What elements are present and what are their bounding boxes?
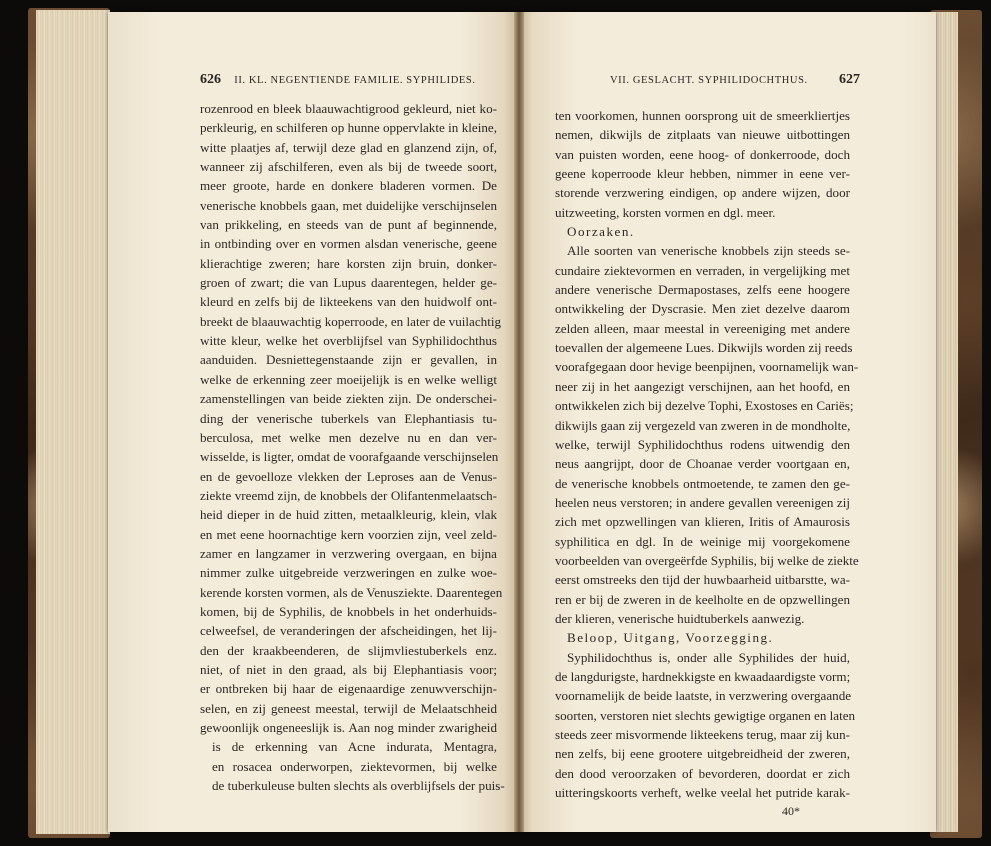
- text-line: nen zelfs, bij eene grootere uitgebreidheid der zweren,: [555, 746, 850, 762]
- text-line: kleurd en zelfs bij de likteekens van den huidwolf ont-: [200, 294, 497, 310]
- text-line: neus aangrijpt, door de Choanae verder voortgaan en,: [555, 456, 850, 472]
- left-body-text: [200, 99, 505, 795]
- text-line: niet, of niet in den graad, als bij Elephantiasis voor;: [200, 661, 497, 677]
- text-line: storende verzwering eindigen, op andere wijzen, door: [555, 185, 850, 201]
- book-gutter: [514, 12, 524, 832]
- text-line: kerende korsten vormen, als de Venusziekte. Daarentegen: [200, 584, 503, 600]
- text-line: soorten, verstoren niet slechts gewigtige organen en laten: [555, 707, 856, 723]
- text-line: ten voorkomen, hunnen oorsprong uit de smeerkliertjes: [555, 108, 850, 123]
- text-line: witte plaatjes af, terwijl deze glad en glanzend zijn, of,: [200, 139, 497, 155]
- text-line: zelden alleen, maar meestal in vereeniging met andere: [555, 320, 850, 336]
- text-line: de venerische knobbels ontmoetende, te zamen den ge-: [555, 475, 850, 491]
- text-line: selen, en zij geneest meestal, terwijl de Melaatschheid: [200, 700, 497, 716]
- page-edges-right: [934, 12, 958, 832]
- text-line: toevallen der algemeene Lues. Dikwijls worden zij reeds: [555, 340, 853, 356]
- text-line: aanduiden. Desniettegenstaande zijn er gevallen, in: [200, 352, 497, 368]
- text-line: en rosacea onderworpen, ziektevormen, bij welke: [212, 758, 497, 774]
- text-line: voorafgegaan door hevige beenpijnen, voornamelijk wan-: [555, 359, 859, 375]
- text-line: den dood veroorzaken of bevorderen, doordat er zich: [555, 765, 850, 781]
- text-line: ziekte vreemd zijn, de knobbels der Olifantenmelaatsch-: [200, 487, 497, 503]
- text-line: eerst omstreeks den tijd der huwbaarheid uitbarstte, wa-: [555, 572, 850, 588]
- text-line: Alle soorten van venerische knobbels zijn steeds se-: [567, 243, 850, 259]
- text-line: van prikkeling, en steeds van de punt af beginnende,: [200, 217, 497, 233]
- printer-signature-mark: 40*: [782, 804, 800, 818]
- text-line: is de erkenning van Acne indurata, Mentagra,: [212, 739, 497, 755]
- text-line: heid dieper in de huid zitten, metaalkleurig, klein, vlak: [200, 507, 497, 523]
- right-page-number: 627: [839, 72, 861, 87]
- section-heading-oorzaken: Oorzaken.: [567, 224, 635, 240]
- text-line: meer groote, harde en donkere bladeren vormen. De: [200, 178, 497, 194]
- text-line: ontwikkelen zich bij dezelve Tophi, Exostoses en Cariës;: [555, 398, 854, 414]
- text-line: den der kraakbeenderen, de slijmvliestuberkels enz.: [200, 642, 497, 658]
- text-line: de tuberkuleuse bulten slechts als overblijfsels der puis-: [212, 778, 505, 794]
- text-line: zamenstellingen van beide ziekten zijn. De onderschei-: [200, 391, 497, 407]
- text-line: andere venerische Dermapostases, zelfs eene hoogere: [555, 282, 850, 298]
- text-line: groen of zwart; die van Lupus daarentegen, helder ge-: [200, 275, 497, 291]
- text-line: berculosa, met welke men dezelve nu en dan ver-: [200, 429, 497, 445]
- text-line: cundaire ziektevormen en verraden, in vergelijking met: [555, 262, 850, 278]
- text-line: en met eene hoornachtige kern voorzien zijn, veel zeld-: [200, 526, 497, 542]
- right-running-title: VII. GESLACHT. SYPHILIDOCHTHUS.: [610, 75, 808, 86]
- text-line: dikwijls gaan zij vergezeld van zweren in de mondholte,: [555, 417, 851, 433]
- text-line: celweefsel, de veranderingen der afscheidingen, het lij-: [200, 623, 497, 639]
- text-line: ren er bij de zweren in de keelholte en de opzwellingen: [555, 591, 850, 607]
- text-line: er ontbreken bij haar de eigenaardige zenuwverschijn-: [200, 681, 497, 697]
- text-line: gewoonlijk ongeneeslijk is. Aan nog minder zwarigheid: [200, 720, 497, 735]
- right-body-text: [555, 106, 859, 802]
- text-line: ding der venerische tuberkels van Elephantiasis tu-: [200, 410, 497, 426]
- text-line: uitzweeting, korsten vormen en dgl. meer.: [555, 204, 776, 220]
- text-line: voornamelijk de beide laatste, in verzwering overgaande: [555, 688, 852, 704]
- section-heading-beloop: Beloop, Uitgang, Voorzegging.: [567, 630, 774, 646]
- left-running-title: II. KL. NEGENTIENDE FAMILIE. SYPHILIDES.: [234, 75, 476, 86]
- text-line: nemen, dikwijls de zitplaats van nieuwe uitbottingen: [555, 127, 850, 143]
- text-line: perkleurig, en schilferen op hunne oppervlakte in kleine,: [200, 120, 497, 136]
- text-line: rozenrood en bleek blaauwachtigrood gekleurd, niet ko-: [200, 101, 497, 116]
- left-running-head: [200, 72, 497, 88]
- text-line: zich met opzwellingen van klieren, Iritis of Amaurosis: [555, 514, 850, 530]
- text-line: ontwikkeling der Dyscrasie. Men ziet dezelve daarom: [555, 301, 850, 317]
- text-line: heelen neus verstoren; in andere gevallen vereenigen zij: [555, 494, 850, 510]
- text-line: venerische knobbels gaan, met duidelijke verschijnselen: [200, 197, 497, 213]
- text-line: syphilitica en dgl. In de weinige mij voorgekomene: [555, 533, 850, 549]
- text-line: welke de erkenning zeer moeijelijk is en welke welligt: [200, 371, 497, 387]
- right-running-head: [610, 72, 861, 88]
- text-line: neer zij in het aangezigt verschijnen, aan het hoofd, en: [555, 378, 850, 394]
- text-line: de langdurigste, hardnekkigste en kwaadaardigste vorm;: [555, 668, 851, 684]
- text-line: uitteringskoorts verheft, welke veelal het putride karak-: [555, 785, 850, 801]
- text-line: witte kleur, welke het overblijfsel van Syphilidochthus: [200, 333, 497, 349]
- page-edges-left: [36, 10, 110, 834]
- text-line: der klieren, venerische huidtuberkels aanwezig.: [555, 610, 805, 626]
- text-line: welke, terwijl Syphilidochthus rodens uitwendig den: [555, 436, 850, 452]
- text-line: voorbeelden van overgeërfde Syphilis, bij welke de ziekte: [555, 552, 859, 568]
- text-line: geene koperroode kleur hebben, nimmer in eene ver-: [555, 166, 850, 182]
- text-line: breekt de blaauwachtig koperroode, en later de vuilachtig: [200, 313, 502, 329]
- left-page-number: 626: [200, 72, 221, 87]
- text-line: steeds zeer misvormende likteekens terug, maar zij kun-: [555, 727, 850, 742]
- text-line: wisselde, is ligter, omdat de voorafgaande verschijnselen: [200, 449, 499, 465]
- text-line: zamer en langzamer in verzwering overgaan, en bijna: [200, 545, 497, 561]
- text-line: klierachtige zweren; hare korsten zijn bruin, donker-: [200, 255, 497, 271]
- text-line: van puisten worden, eene hoog- of donkerroode, doch: [555, 146, 850, 162]
- text-line: wanneer zij afschilferen, even als bij de tweede soort,: [200, 159, 497, 175]
- text-line: komen, bij de Syphilis, de knobbels in het onderhuids-: [200, 603, 497, 619]
- text-line: in ontbinding over en vormen alsdan venerische, geene: [200, 236, 497, 252]
- text-line: nimmer zulke uitgebreide verzweringen en zulke woe-: [200, 565, 497, 581]
- text-line: Syphilidochthus is, onder alle Syphilides der huid,: [567, 649, 850, 665]
- text-line: en de gevoelloze vlekken der Leproses aan de Venus-: [200, 468, 497, 484]
